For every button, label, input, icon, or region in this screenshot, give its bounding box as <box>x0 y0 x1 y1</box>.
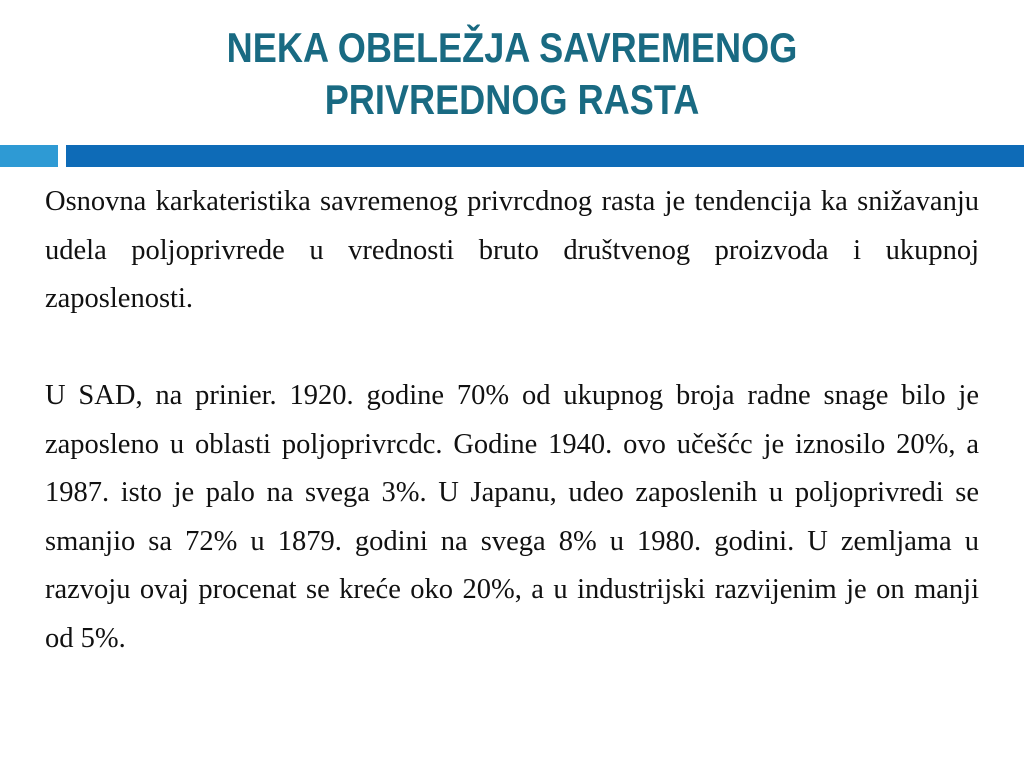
slide-title-line-1: NEKA OBELEŽJA SAVREMENOG <box>226 24 798 71</box>
slide-body <box>45 178 979 663</box>
slide-title-line-2: PRIVREDNOG RASTA <box>324 76 700 123</box>
slide-title <box>72 22 953 126</box>
accent-bar-small <box>0 145 58 167</box>
paragraph-statistics: U SAD, na prinier. 1920. godine 70% od ukupnog broja radne snage bilo je zaposleno u oblasti poljoprivrcdc. Godine 1940. ovo učešćc je iznosilo 20%, a 1987. isto je palo na svega 3%. U Japanu, udeo zaposlenih u poljoprivredi se smanjio sa 72% u 1879. godini na svega 8% u 1980. godini. U zemljama u razvoju ovaj procenat se kreće oko 20%, a u industrijski razvijenim je on manji od 5%. <box>45 380 979 654</box>
accent-bar-long <box>66 145 1024 167</box>
paragraph-intro: Osnovna karkateristika savremenog privrcdnog rasta je tendencija ka snižavanju udela poljoprivrede u vrednosti bruto društvenog proizvoda i ukupnoj zaposlenosti. <box>45 186 979 314</box>
